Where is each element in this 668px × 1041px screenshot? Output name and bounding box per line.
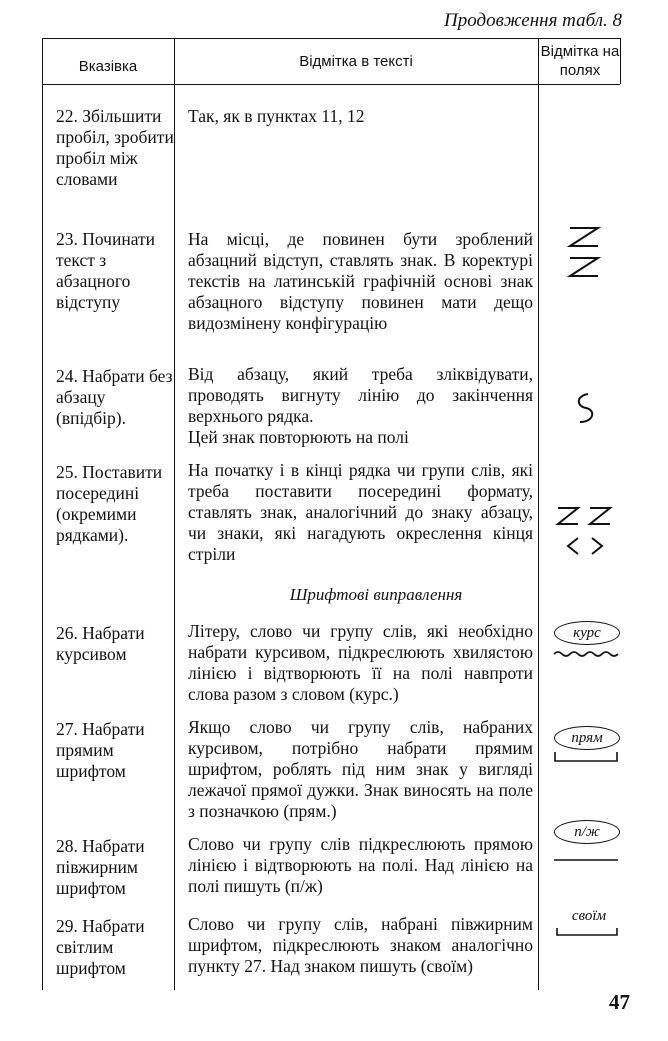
text-mark-25: На початку і в кінці рядка чи групи слів, які треба поставити посередині формату, ставлять знак, аналогічний до знаку абзацу, чи знаки, які нагадують окреслення кінця стріли (188, 460, 533, 564)
text-mark-23: На місці, де повинен бути зроблений абзацний відступ, ставлять знак. В коректурі текстів на латинській графічній основі знак абзацного відступу повинен мати дещо видозмінену конфігурацію (188, 229, 533, 333)
run-on-mark (566, 390, 602, 431)
light-bracket-icon (554, 926, 620, 938)
center-arrows-icon (554, 504, 616, 562)
instruction-24: 24. Набрати без абзацу (впідбір). (56, 366, 173, 428)
roman-mark: прям (554, 726, 620, 750)
wavy-line-icon (552, 649, 620, 659)
curve-mark-icon (566, 390, 602, 426)
header-instruction: Вказівка (78, 58, 138, 75)
bracket-line-icon (552, 750, 620, 764)
center-marks (554, 504, 616, 567)
paragraph-indent-marks (566, 224, 602, 285)
right-border-header (620, 38, 621, 84)
left-border (42, 38, 43, 990)
table-continuation-caption: Продовження табл. 8 (444, 10, 622, 31)
section-title: Шрифтові виправлення (289, 585, 463, 604)
light-mark: своїм (571, 908, 607, 924)
wavy-underline-mark (552, 646, 620, 664)
text-mark-26: Літеру, слово чи групу слів, які необхідно набрати курсивом, підкреслюють хвилястою лінією і відтворюють її на полі навпроти слова разом з словом (курс.) (188, 621, 533, 704)
instruction-22: 22. Збільшити пробіл, зробити пробіл між словами (56, 106, 174, 189)
instruction-28: 28. Набрати півжирним шрифтом (56, 836, 145, 898)
page-number: 47 (609, 990, 630, 1014)
bracket-underline-mark (552, 750, 620, 769)
column-divider-1 (174, 38, 175, 990)
bold-mark: п/ж (554, 820, 620, 844)
instruction-27: 27. Набрати прямим шрифтом (56, 719, 145, 781)
italic-mark: курс (554, 621, 620, 645)
instruction-23: 23. Починати текст з абзацного відступу (56, 229, 156, 312)
text-mark-24-main: Від абзацу, який треба зліквідувати, проводять вигнуту лінію до закінчення верхнього рядка. (188, 364, 533, 426)
z-mark-icon (566, 224, 602, 280)
instruction-29: 29. Набрати світлим шрифтом (56, 916, 145, 978)
instruction-26: 26. Набрати курсивом (56, 623, 145, 664)
straight-underline-mark (552, 850, 620, 868)
header-margin-mark: Відмітка на полях (540, 43, 620, 79)
text-mark-28: Слово чи групу слів підкреслюють прямою лінією і відтворюють на полі. Над лінією на полі пишуть (п/ж) (188, 834, 533, 896)
instruction-25: 25. Поставити посередині (окремими рядками). (56, 462, 163, 545)
text-mark-22: Так, як в пунктах 11, 12 (188, 106, 365, 126)
light-bracket-mark (554, 925, 620, 943)
header-bottom-border (42, 84, 620, 85)
text-mark-24 (188, 364, 533, 448)
table-top-border (42, 38, 620, 39)
text-mark-27: Якщо слово чи групу слів, набраних курсивом, потрібно набрати прямим шрифтом, роблять під ним знак у вигляді лежачої прямої дужки. Знак виносять на поле з позначкою (прям.) (188, 717, 533, 821)
proofreading-table (42, 38, 620, 990)
straight-line-icon (552, 857, 620, 863)
text-mark-24-second: Цей знак повторюють на полі (188, 427, 409, 447)
column-divider-2 (538, 38, 539, 990)
text-mark-29: Слово чи групу слів, набрані півжирним шрифтом, підкреслюють знаком аналогічно пункту 27. Над знаком пишуть (своїм) (188, 914, 533, 976)
header-text-mark: Відмітка в тексті (299, 53, 413, 70)
